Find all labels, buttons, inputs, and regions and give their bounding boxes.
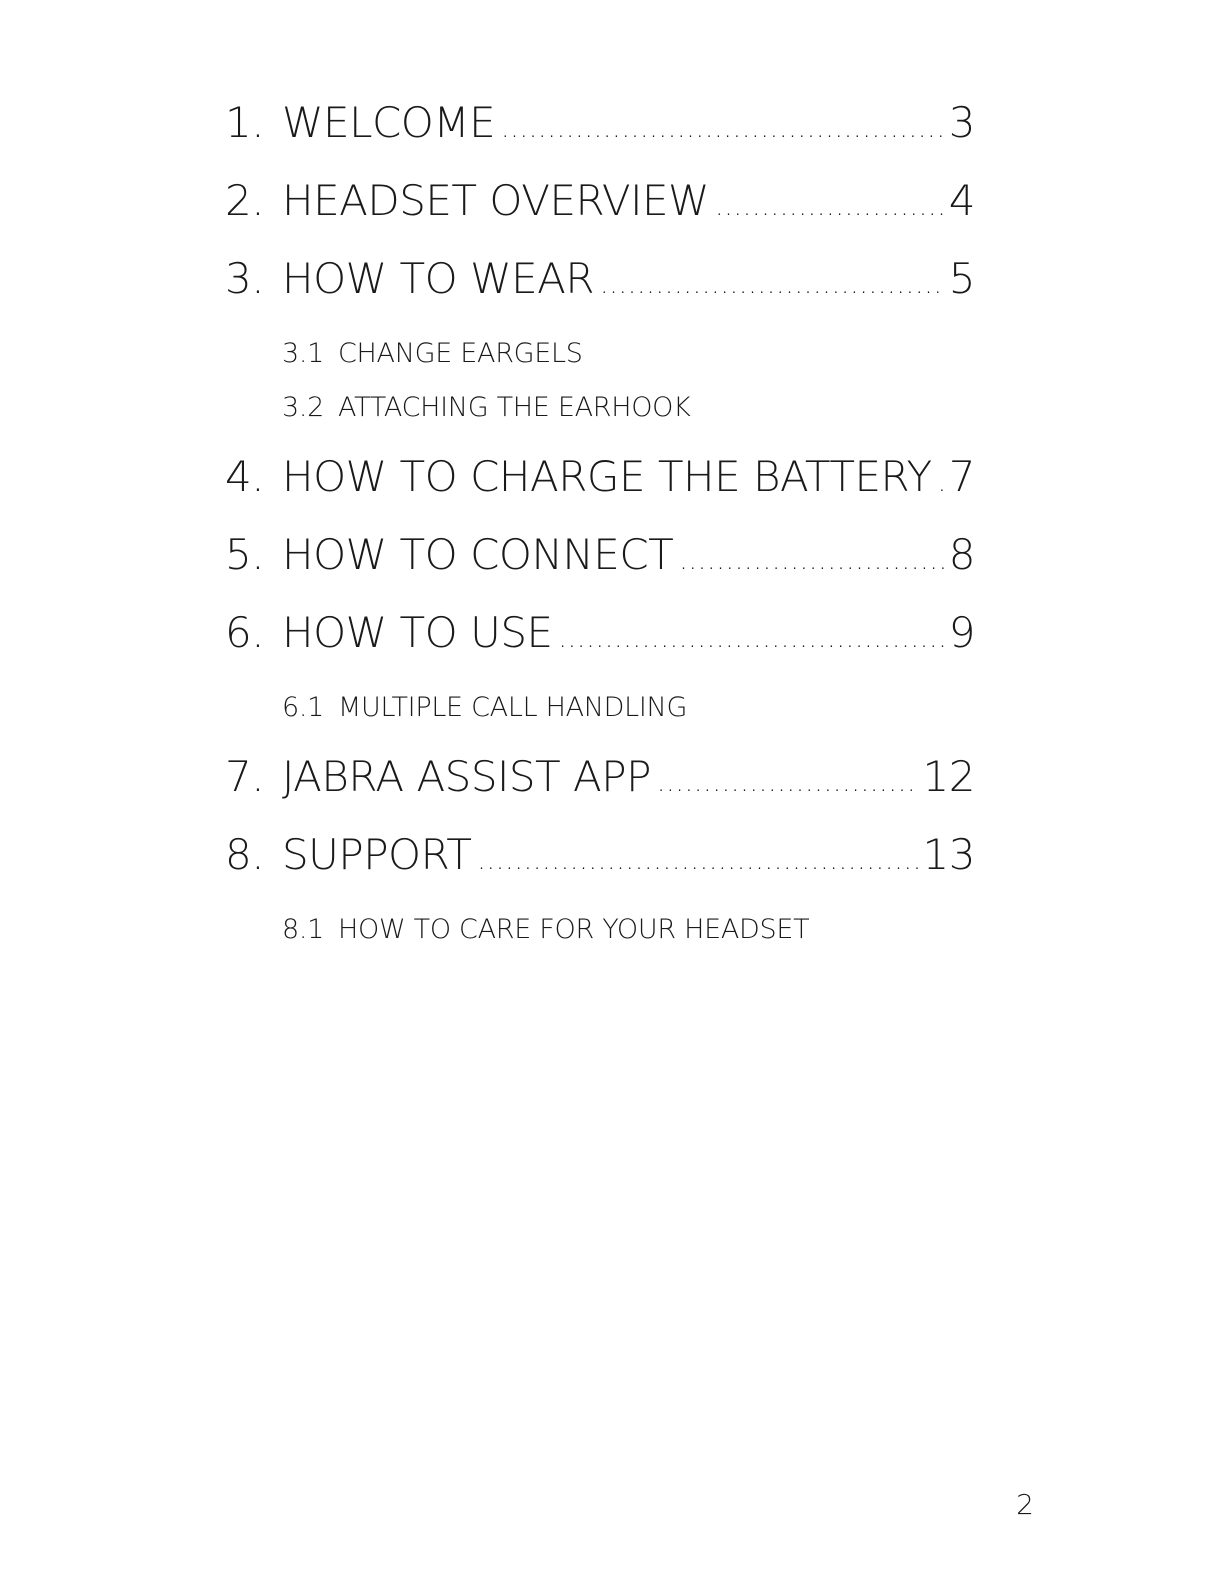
toc-entry-page: 12 [922, 752, 975, 801]
toc-entry-title: HOW TO WEAR [282, 254, 595, 303]
toc-subentry-title: CHANGE EARGELS [338, 337, 583, 369]
toc-entry-title: HOW TO CHARGE THE BATTERY [282, 452, 932, 501]
toc-entry-page: 5 [948, 254, 975, 303]
toc-entry-page: 13 [922, 830, 975, 879]
toc-dot-leader [477, 846, 918, 876]
toc-entry-support[interactable] [225, 830, 975, 908]
toc-entry-title: JABRA ASSIST APP [282, 752, 651, 801]
toc-subentry-number: 3.1 [282, 337, 325, 369]
toc-entry-number: 2. [225, 176, 265, 225]
toc-entry-number: 4. [225, 452, 265, 501]
toc-entry-number: 6. [225, 608, 265, 657]
toc-entry-number: 1. [225, 98, 265, 147]
toc-dot-leader [600, 270, 945, 300]
toc-entry-title: HOW TO USE [282, 608, 553, 657]
toc-entry-how-to-wear[interactable] [225, 254, 975, 332]
toc-entry-title: WELCOME [282, 98, 496, 147]
toc-subentry-number: 3.2 [282, 391, 325, 423]
toc-entry-page: 7 [948, 452, 975, 501]
toc-dot-leader [679, 546, 944, 576]
page-number: 2 [1016, 1488, 1034, 1521]
toc-entry-title: SUPPORT [282, 830, 472, 879]
toc-entry-title: HEADSET OVERVIEW [282, 176, 710, 225]
toc-entry-title: HOW TO CONNECT [282, 530, 674, 579]
toc-subentry-care-for-headset[interactable] [225, 902, 975, 956]
toc-entry-page: 9 [948, 608, 975, 657]
toc-subentry-title: ATTACHING THE EARHOOK [338, 391, 691, 423]
toc-entry-headset-overview[interactable] [225, 176, 975, 254]
toc-entry-page: 4 [948, 176, 975, 225]
toc-entry-how-to-connect[interactable] [225, 530, 975, 608]
toc-dot-leader [559, 624, 945, 654]
toc-entry-number: 5. [225, 530, 265, 579]
table-of-contents [225, 98, 975, 956]
toc-subentry-multiple-call-handling[interactable] [225, 680, 975, 734]
toc-entry-number: 8. [225, 830, 265, 879]
toc-subentry-title: HOW TO CARE FOR YOUR HEADSET [338, 913, 810, 945]
toc-entry-charge-battery[interactable] [225, 452, 975, 530]
toc-dot-leader [715, 192, 945, 222]
toc-dot-leader [501, 114, 945, 144]
toc-subentry-title: MULTIPLE CALL HANDLING [338, 691, 688, 723]
toc-entry-number: 7. [225, 752, 265, 801]
toc-subentry-attaching-earhook[interactable] [225, 380, 975, 434]
toc-entry-number: 3. [225, 254, 265, 303]
toc-subentry-number: 6.1 [282, 691, 325, 723]
toc-entry-jabra-assist-app[interactable] [225, 752, 975, 830]
toc-entry-page: 8 [948, 530, 975, 579]
toc-subentry-change-eargels[interactable] [225, 326, 975, 380]
toc-entry-welcome[interactable] [225, 98, 975, 176]
toc-dot-leader [657, 768, 919, 798]
toc-entry-how-to-use[interactable] [225, 608, 975, 686]
toc-entry-page: 3 [948, 98, 975, 147]
toc-subentry-number: 8.1 [282, 913, 325, 945]
toc-dot-leader [938, 468, 945, 498]
